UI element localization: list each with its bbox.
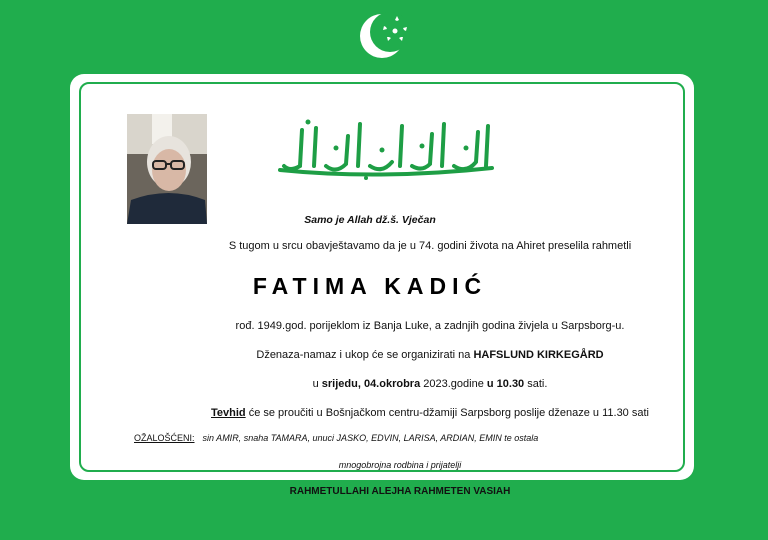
date-time: u 10.30 [486, 378, 525, 390]
deceased-photo [127, 114, 207, 224]
birth-info-text: rođ. 1949.god. porijeklom iz Banja Luke, a zadnjih godina živjela u Sarpsborg-u. [235, 320, 625, 332]
date-mid: 2023.godine [420, 378, 487, 390]
mourners-line2: mnogobrojna rodbina i prijatelji [338, 460, 462, 470]
intro-text: S tugom u srcu obavještavamo da je u 74. godini života na Ahiret preselila rahmetli [228, 240, 632, 252]
funeral-prefix: Dženaza-namaz i ukop će se organizirati na [256, 349, 474, 361]
crescent-and-star-icon [352, 8, 416, 64]
date-day: srijedu, 04.okrobra [321, 378, 421, 390]
motto-text: Samo je Allah dž.š. Vječan [304, 214, 436, 226]
mourners-list [134, 433, 644, 443]
tevhid-label: Tevhid [211, 407, 246, 419]
tevhid-text: će se proučiti u Bošnjačkom centru-džamiji Sarpsborg poslije dženaze u 11.30 sati [245, 407, 649, 419]
tevhid-info [170, 407, 690, 419]
deceased-name: FATIMA KADIĆ [252, 273, 488, 299]
date-prefix: u [312, 378, 322, 390]
funeral-info [170, 349, 690, 361]
date-suffix: sati. [524, 378, 548, 390]
arabic-calligraphy-icon [270, 108, 502, 182]
funeral-place: HAFSLUND KIRKEGÅRD [473, 349, 604, 361]
footer-prayer: RAHMETULLAHI ALEJHA RAHMETEN VASIAH [289, 486, 511, 497]
mourners-label: OŽALOŠĆENI: [134, 433, 195, 443]
funeral-date [170, 378, 690, 390]
obituary-card [70, 74, 694, 480]
mourners-line1: sin AMIR, snaha TAMARA, unuci JASKO, EDVIN, LARISA, ARDIAN, EMIN te ostala [202, 433, 539, 443]
